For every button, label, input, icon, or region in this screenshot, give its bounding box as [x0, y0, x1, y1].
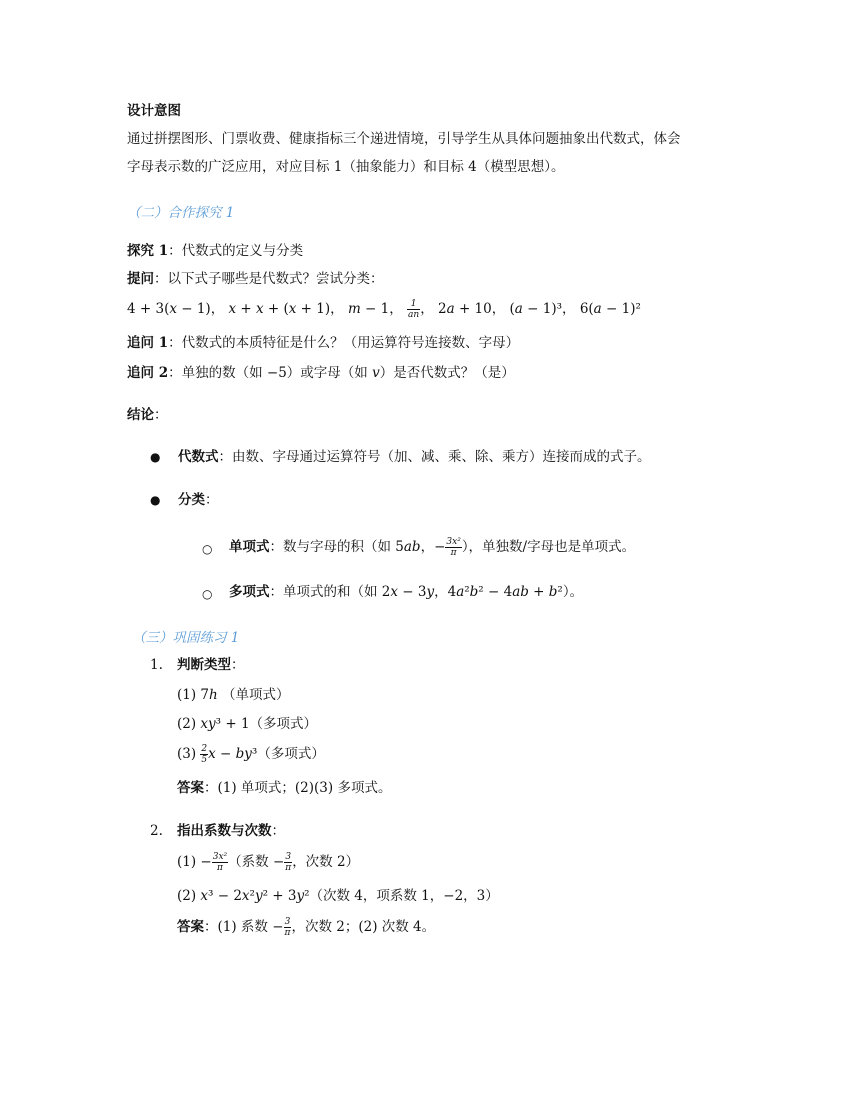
design-line-2: 字母表示数的广泛应用，对应目标 1（抽象能力）和目标 4（模型思想）。	[127, 159, 565, 175]
q2-item-1-mid: （系数 −	[228, 854, 285, 870]
q1-heading	[177, 655, 245, 675]
expr-4-numerator: 1	[407, 299, 420, 310]
classification-colon: ：	[205, 492, 219, 508]
q2-answer-pre: ：(1) 系数 −	[204, 919, 284, 935]
section-2-title: （二）合作探究 1	[127, 205, 235, 221]
conclusion-label: 结论	[127, 407, 154, 423]
q1-colon: ：	[231, 657, 245, 673]
q2-item-1-denominator: 𝜋	[216, 863, 223, 873]
q1-item-3-numerator: 2	[201, 744, 208, 754]
polynomial-text: ：单项式的和（如 2𝑥 − 3𝑦，4𝑎²𝑏² − 4𝑎𝑏 + 𝑏²）。	[269, 584, 584, 600]
bullet-dot-icon: ●	[150, 450, 161, 464]
monomial-fraction	[445, 537, 461, 558]
expr-5: 2𝑎 + 10，	[438, 301, 506, 317]
q2-item-1-numerator: 3𝑥²	[212, 852, 228, 862]
follow-up-2-text: ：单独的数（如 −5）或字母（如 𝑣）是否代数式？（是）	[168, 365, 515, 381]
bullet-classification	[178, 490, 219, 510]
expr-3: 𝑚 − 1，	[347, 301, 403, 317]
design-line-1: 通过拼摆图形、门票收费、健康指标三个递进情境，引导学生从具体问题抽象出代数式，体会	[127, 131, 681, 147]
bullet-definition	[178, 447, 651, 467]
q2-label: 指出系数与次数	[177, 823, 272, 839]
monomial-post: ），单独数/字母也是单项式。	[461, 539, 636, 555]
expr-4-sep: ，	[420, 301, 434, 317]
q1-answer-text: ：(1) 单项式；(2)(3) 多项式。	[204, 780, 392, 796]
monomial-denominator: 𝜋	[450, 548, 457, 558]
monomial-numerator: 3𝑥²	[446, 537, 461, 547]
question-text: ：以下式子哪些是代数式？尝试分类：	[154, 271, 384, 287]
q2-answer-numerator: 3	[284, 917, 291, 927]
q2-item-1-coef-numerator: 3	[285, 852, 292, 862]
expr-1: 4 + 3(𝑥 − 1)，	[127, 301, 225, 317]
q1-number: 1.	[150, 657, 163, 673]
monomial-label: 单项式	[229, 539, 270, 555]
polynomial-label: 多项式	[229, 584, 270, 600]
design-heading: 设计意图	[127, 103, 181, 119]
expr-7: 6(𝑎 − 1)²	[579, 301, 641, 317]
expression-list	[127, 299, 641, 320]
expr-4-fraction	[407, 299, 420, 320]
follow-up-2	[127, 363, 515, 383]
q1-item-3-fraction	[200, 744, 208, 765]
section-3-title: （三）巩固练习 1	[132, 630, 240, 646]
q1-item-3-denominator: 5	[201, 755, 208, 765]
q2-answer-denominator: 𝜋	[284, 928, 291, 938]
expr-2: 𝑥 + 𝑥 + (𝑥 + 1)，	[228, 301, 344, 317]
q2-item-2: (2) 𝑥³ − 2𝑥²𝑦² + 3𝑦²（次数 4，项系数 1，−2，3）	[177, 888, 499, 904]
q2-number: 2.	[150, 823, 163, 839]
follow-up-1-text: ：代数式的本质特征是什么？（用运算符号连接数、字母）	[168, 335, 520, 351]
follow-up-1-label: 追问 1	[127, 335, 169, 351]
explore-1	[127, 241, 303, 261]
question-label: 提问	[127, 271, 154, 287]
q2-item-1-pre: (1) −	[177, 854, 212, 870]
q2-answer	[177, 917, 435, 938]
q2-item-1-coef-fraction	[284, 852, 292, 873]
conclusion	[127, 405, 168, 425]
explore-label: 探究 1	[127, 243, 169, 259]
question	[127, 269, 384, 289]
q2-colon: ：	[271, 823, 285, 839]
bullet-circle-icon: ○	[202, 542, 213, 556]
q1-item-3	[177, 744, 325, 765]
q1-item-2: (2) 𝑥𝑦³ + 1（多项式）	[177, 716, 318, 732]
subbullet-monomial	[229, 537, 635, 558]
explore-text: ：代数式的定义与分类	[168, 243, 304, 259]
q2-answer-post: ，次数 2；(2) 次数 4。	[291, 919, 436, 935]
q2-item-1-post: ，次数 2）	[292, 854, 360, 870]
subbullet-polynomial	[229, 582, 583, 602]
bullet-dot-icon: ●	[150, 493, 161, 507]
follow-up-2-label: 追问 2	[127, 365, 169, 381]
q1-item-3-post: 𝑥 − 𝑏𝑦³（多项式）	[208, 746, 325, 762]
bullet-circle-icon: ○	[202, 587, 213, 601]
q1-answer-label: 答案	[177, 780, 204, 796]
classification-label: 分类	[178, 492, 205, 508]
q2-item-1-coef-denominator: 𝜋	[285, 863, 292, 873]
follow-up-1	[127, 333, 519, 353]
q1-item-1: (1) 7ℎ （单项式）	[177, 687, 290, 703]
conclusion-colon: ：	[154, 407, 168, 423]
q2-item-1	[177, 852, 359, 873]
expr-6: (𝑎 − 1)³，	[509, 301, 576, 317]
q1-label: 判断类型	[177, 657, 231, 673]
definition-text: ：由数、字母通过运算符号（加、减、乘、除、乘方）连接而成的式子。	[218, 449, 651, 465]
q1-item-3-pre: (3)	[177, 746, 197, 762]
q2-answer-label: 答案	[177, 919, 204, 935]
q2-heading	[177, 821, 285, 841]
expr-4-denominator: 𝑎𝑛	[408, 310, 420, 320]
definition-label: 代数式	[178, 449, 219, 465]
monomial-pre: ：数与字母的积（如 5𝑎𝑏，−	[269, 539, 446, 555]
q1-answer	[177, 778, 391, 798]
q2-item-1-fraction	[212, 852, 228, 873]
